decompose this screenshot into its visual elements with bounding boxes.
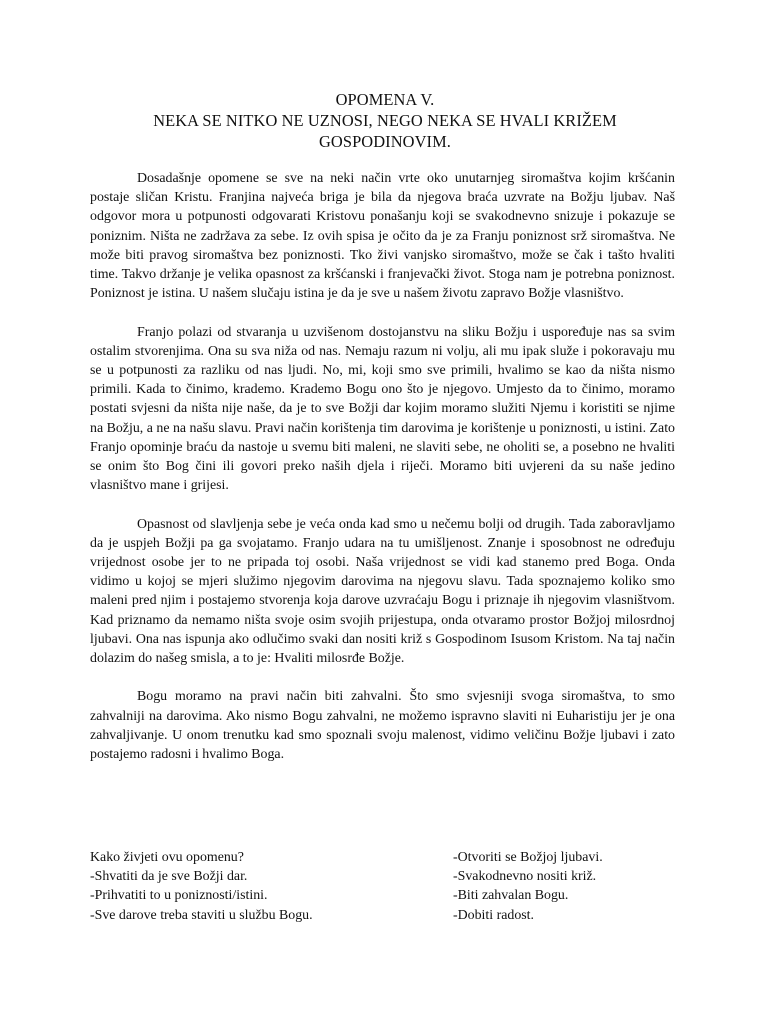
title-line-2: NEKA SE NITKO NE UZNOSI, NEGO NEKA SE HVALI KRIŽEM [153, 111, 617, 130]
paragraph-2: Franjo polazi od stvaranja u uzvišenom dostojanstvu na sliku Božju i uspoređuje nas sa svim ostalim stvorenjima. Ona su sva niža od nas. Nemaju razum ni volju, ali mu ipak služe i pokoravaju mu se u potpunosti za razliku od nas ljudi. No, mi, koji smo sve primili, hvalimo se kao da ništa nismo primili. Kada to činimo, krademo. Krademo Bogu ono što je njegovo. Umjesto da to činimo, moramo postati svjesni da ništa nije naše, da je to sve Božji dar kojim moramo služiti Njemu i koristiti se njime na Božju, a ne na našu slavu. Pravi način korištenja tim darovima je korištenje u poniznosti, u istini. Zato Franjo opominje braću da nastoje u svemu biti maleni, ne slaviti sebe, ne oholiti se, a posebno ne hvaliti se onim što Bog čini ili govori preko naših djela i riječi. Moramo biti uvjereni da su naše jedino vlasništvo mane i grijesi. [90, 324, 675, 494]
summary-list-left-column [90, 848, 430, 925]
document-title [90, 89, 680, 152]
paragraph-1: Dosadašnje opomene se sve na neki način vrte oko unutarnjeg siromaštva kojim kršćanin postaje sličan Kristu. Franjina najveća briga je bila da njegova braća uzvrate na Božju ljubav. Naš odgovor mora u potpunosti odgovarati Kristovu ponašanju koji se svakodnevno snizuje i pokazuje se poniznim. Ništa ne zadržava za sebe. Iz ovih spisa je očito da je za Franju poniznost srž siromaštva. Ne može biti pravog siromaštva bez poniznosti. Tko živi vanjsko siromaštvo, može se čak i tašto hvaliti time. Takvo držanje je velika opasnost za kršćanski i franjevački život. Stoga nam je potrebna poniznost. Poniznost je istina. U našem slučaju istina je da je sve u našem životu zapravo Božje vlasništvo. [90, 171, 675, 302]
summary-list-right-column [453, 848, 693, 925]
list-item: -Dobiti radost. [453, 907, 535, 923]
list-item: -Svakodnevno nositi križ. [453, 869, 597, 885]
title-line-1: OPOMENA V. [335, 90, 435, 109]
list-item: -Sve darove treba staviti u službu Bogu. [90, 907, 313, 923]
paragraph-4: Bogu moramo na pravi način biti zahvalni. Što smo svjesniji svoga siromaštva, to smo zahvalniji na darovima. Ako nismo Bogu zahvalni, ne možemo ispravno slaviti ni Euharistiju jer je ona zahvaljivanje. U onom trenutku kad smo spoznali svoju malenost, vidimo veličinu Božje ljubavi i zato postajemo radosni i hvalimo Boga. [90, 689, 675, 763]
list-item: -Shvatiti da je sve Božji dar. [90, 869, 248, 885]
paragraph-3: Opasnost od slavljenja sebe je veća onda kad smo u nečemu bolji od drugih. Tada zaboravljamo da je uspjeh Božji pa ga svojatamo. Franjo udara na tu umišljenost. Znanje i sposobnost ne određuju vrijednost osobe jer to ne pripada toj osobi. Naša vrijednost se vidi kad stanemo pred Boga. Onda vidimo u kojoj se mjeri služimo njegovim darovima na njegovu slavu. Tada spoznajemo koliko smo maleni pred njim i postajemo stvorenja koja darove uzvraćaju Bogu i priznaje ih njegovim vlasništvom. Kad priznamo da nemamo ništa svoje osim svojih prijestupa, onda otvaramo prostor Božjoj milosrdnoj ljubavi. Ona nas ispunja ako odlučimo svaki dan nositi križ s Gospodinom Isusom Kristom. Na taj način dolazim do našeg smisla, a to je: Hvaliti milosrđe Božje. [90, 516, 675, 667]
list-item: -Biti zahvalan Bogu. [453, 888, 569, 904]
list-item: Kako živjeti ovu opomenu? [90, 850, 244, 865]
list-item: -Otvoriti se Božjoj ljubavi. [453, 850, 603, 865]
document-body [90, 169, 675, 783]
list-item: -Prihvatiti to u poniznosti/istini. [90, 888, 268, 904]
title-line-3: GOSPODINOVIM. [319, 132, 451, 151]
